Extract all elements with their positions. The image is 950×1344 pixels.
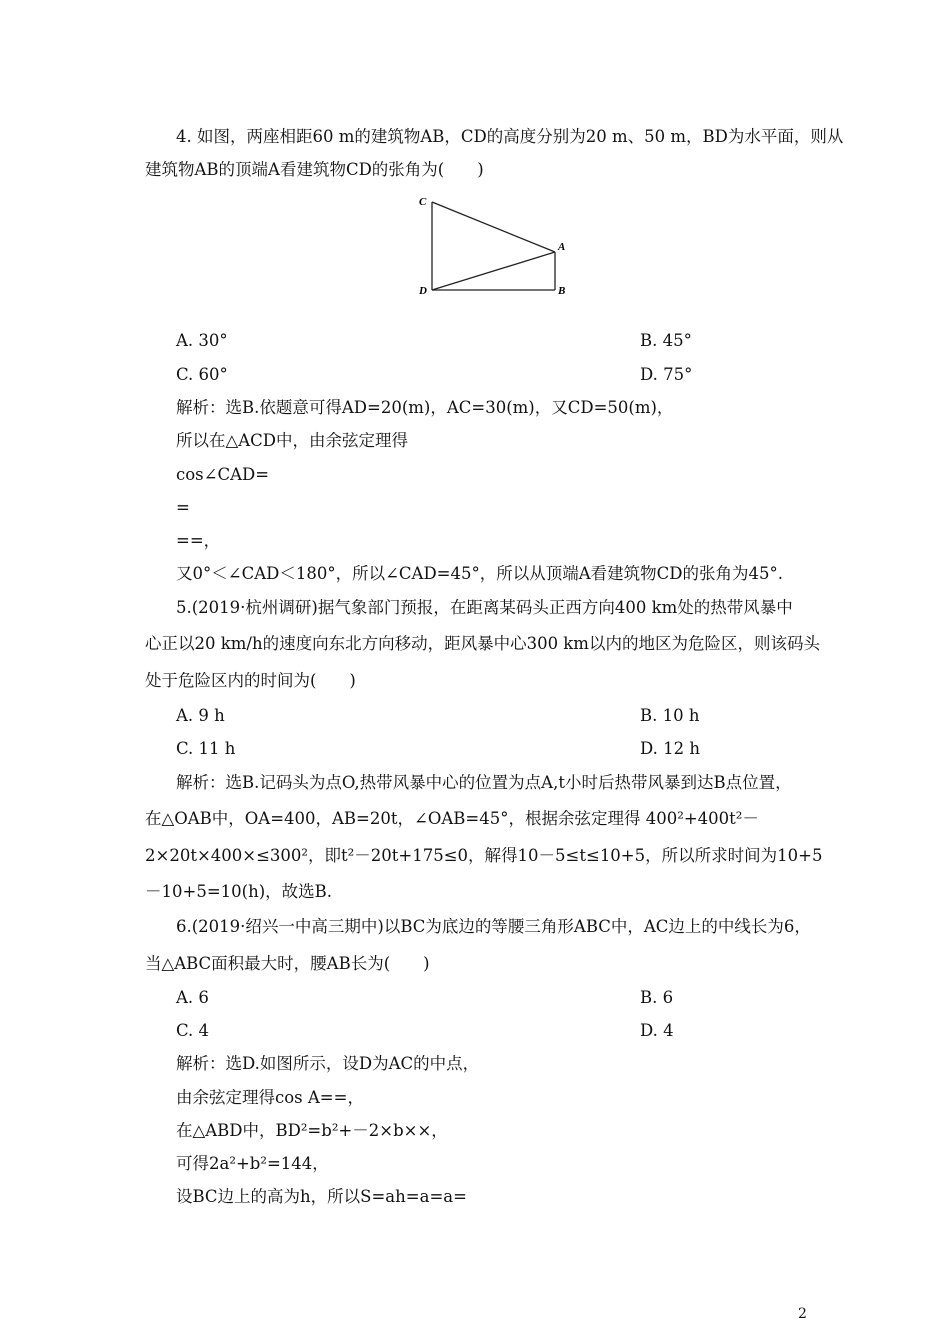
label-c: C — [419, 196, 427, 208]
q6-option-a: A. 6 — [176, 988, 209, 1007]
q4-option-b: B. 45° — [640, 331, 692, 350]
q6-solution-line-2: 由余弦定理得cos A==， — [176, 1088, 364, 1107]
q5-option-a: A. 9 h — [176, 706, 225, 725]
page-number: 2 — [798, 1306, 807, 1322]
q6-option-d: D. 4 — [640, 1021, 674, 1040]
q6-option-c: C. 4 — [176, 1021, 210, 1040]
q4-stem-line-1: 4. 如图，两座相距60 m的建筑物AB，CD的高度分别为20 m、50 m，BD为水平面，则从 — [176, 127, 844, 146]
q5-solution-line-1: 解析：选B.记码头为点O,热带风暴中心的位置为点A,t小时后热带风暴到达B点位置， — [176, 773, 792, 792]
q4-stem-line-2: 建筑物AB的顶端A看建筑物CD的张角为( ) — [145, 160, 484, 179]
q5-option-d: D. 12 h — [640, 739, 700, 758]
q4-option-d: D. 75° — [640, 365, 693, 384]
q6-solution-line-3: 在△ABD中，BD²=b²+－2×b××， — [176, 1121, 448, 1140]
label-a: A — [558, 241, 566, 253]
q6-solution-line-1: 解析：选D.如图所示，设D为AC的中点， — [176, 1054, 480, 1073]
segment-ca — [432, 202, 555, 252]
label-d: D — [419, 285, 427, 297]
q4-solution-line-3: cos∠CAD= — [176, 465, 270, 484]
q5-solution-line-3: 2×20t×400×≤300²，即t²－20t+175≤0，解得10－5≤t≤10+5，所以所求时间为10+5 — [145, 846, 823, 865]
q4-solution-line-5: ==， — [176, 531, 221, 550]
q6-option-b: B. 6 — [640, 988, 674, 1007]
q5-solution-line-2: 在△OAB中，OA=400，AB=20t，∠OAB=45°，根据余弦定理得 400²+400t²－ — [145, 809, 759, 828]
q4-solution-line-2: 所以在△ACD中，由余弦定理得 — [176, 431, 408, 450]
q4-figure — [412, 192, 577, 300]
q5-option-b: B. 10 h — [640, 706, 700, 725]
q6-solution-line-4: 可得2a²+b²=144， — [176, 1154, 329, 1173]
q4-solution-line-6: 又0°＜∠CAD＜180°，所以∠CAD=45°，所以从顶端A看建筑物CD的张角为45°. — [176, 564, 784, 583]
q4-option-a: A. 30° — [176, 331, 228, 350]
q4-option-c: C. 60° — [176, 365, 228, 384]
q5-solution-line-4: －10+5=10(h)，故选B. — [145, 882, 333, 901]
segment-da — [432, 252, 555, 290]
q5-stem-line-1: 5.(2019·杭州调研)据气象部门预报，在距离某码头正西方向400 km处的热带风暴中 — [176, 598, 793, 617]
q5-stem-line-3: 处于危险区内的时间为( ) — [145, 671, 356, 690]
q4-solution-line-1: 解析：选B.依题意可得AD=20(m)，AC=30(m)，又CD=50(m)， — [176, 398, 674, 417]
q6-stem-line-1: 6.(2019·绍兴一中高三期中)以BC为底边的等腰三角形ABC中，AC边上的中线长为6， — [176, 917, 811, 936]
q4-solution-line-4: = — [176, 498, 190, 517]
label-b: B — [558, 285, 566, 297]
q6-solution-line-5: 设BC边上的高为h，所以S=ah=a=a= — [176, 1187, 467, 1206]
q5-stem-line-2: 心正以20 km/h的速度向东北方向移动，距风暴中心300 km以内的地区为危险区，则该码头 — [145, 634, 820, 653]
q6-stem-line-2: 当△ABC面积最大时，腰AB长为( ) — [145, 954, 430, 973]
q5-option-c: C. 11 h — [176, 739, 236, 758]
